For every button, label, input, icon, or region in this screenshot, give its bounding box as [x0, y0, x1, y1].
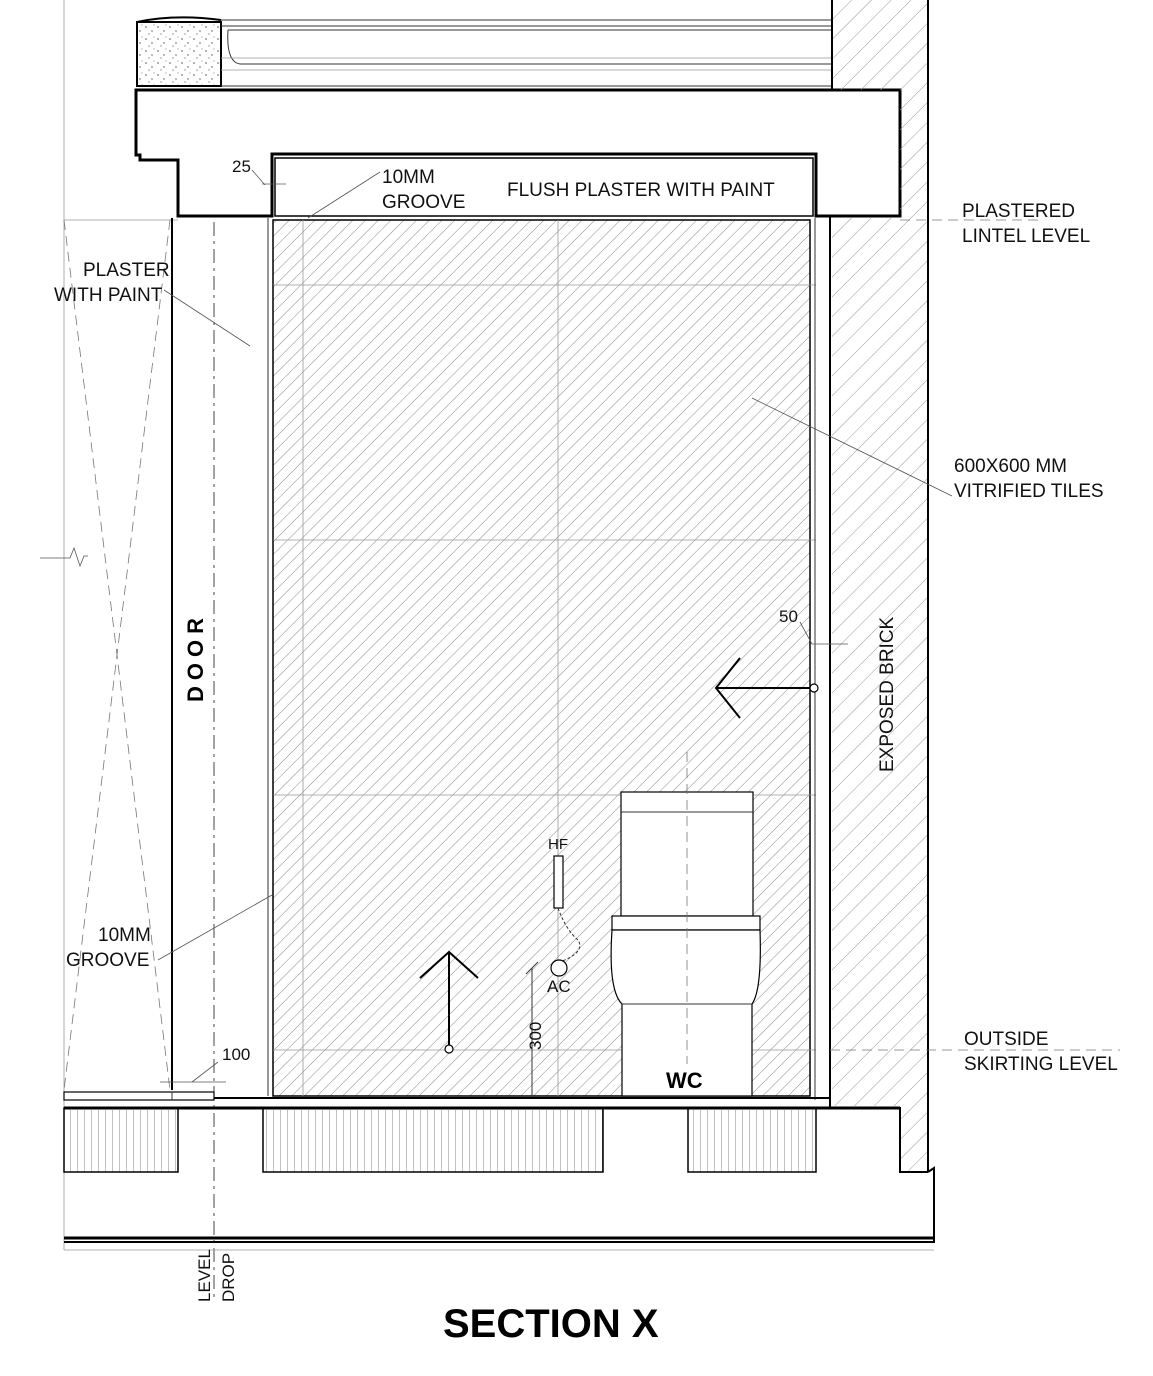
outside-skirting-label-1: OUTSIDE — [964, 1029, 1049, 1050]
groove-top-label-2: GROOVE — [382, 192, 466, 213]
exposed-brick-label: EXPOSED BRICK — [877, 616, 898, 772]
ac-point — [551, 960, 567, 976]
brick-wall-lower — [900, 1106, 928, 1172]
level-drop-label-1: LEVEL — [195, 1249, 214, 1302]
exposed-brick-wall — [830, 0, 928, 1172]
leader-25 — [252, 170, 286, 185]
window-frame — [221, 20, 832, 86]
slab-right-edge — [64, 1168, 934, 1242]
dim-25-label: 25 — [232, 157, 251, 176]
flush-plaster-label: FLUSH PLASTER WITH PAINT — [507, 180, 775, 201]
health-faucet — [554, 856, 563, 908]
tiles-label-1: 600X600 MM — [954, 456, 1068, 477]
groove-top-label-1: 10MM — [382, 167, 435, 188]
dim-100-label: 100 — [222, 1045, 251, 1064]
brick-wall-mid — [900, 90, 928, 218]
ac-label: AC — [547, 977, 571, 996]
floor-joist-2 — [263, 1108, 603, 1172]
groove-bottom-label-2: GROOVE — [66, 950, 150, 971]
door-label: DOOR — [183, 612, 208, 702]
dim-300-label: 300 — [526, 1021, 545, 1050]
leader-groove-bottom — [158, 895, 272, 960]
leader-100 — [160, 1062, 226, 1082]
drawing-title: SECTION X — [443, 1302, 659, 1346]
wc-seat — [612, 916, 760, 930]
dim-50-label: 50 — [779, 607, 798, 626]
floor-joist-1 — [64, 1108, 178, 1172]
plastered-lintel-label-1: PLASTERED — [962, 201, 1075, 222]
groove-bottom-label-1: 10MM — [98, 925, 151, 946]
floor-joist-3 — [688, 1108, 816, 1172]
floor-section — [64, 1092, 934, 1250]
leader-plaster-paint — [164, 290, 250, 346]
wc-fixture — [611, 752, 760, 1096]
plastered-lintel-label-2: LINTEL LEVEL — [962, 226, 1091, 247]
concrete-block — [137, 22, 221, 86]
leader-groove-top — [308, 172, 380, 218]
brick-wall-upper — [832, 0, 928, 90]
up-arrow-origin — [445, 1045, 453, 1053]
tiles-label-2: VITRIFIED TILES — [954, 481, 1104, 502]
left-arrow-origin — [810, 684, 818, 692]
hf-label: HF — [548, 836, 568, 853]
level-drop-label-2: DROP — [219, 1252, 238, 1302]
outside-skirting-label-2: SKIRTING LEVEL — [964, 1054, 1118, 1075]
plaster-paint-label-1: PLASTER — [83, 260, 170, 281]
door-zone — [40, 0, 268, 1300]
door-threshold — [64, 1092, 214, 1100]
plaster-paint-label-2: WITH PAINT — [54, 285, 163, 306]
wc-label: WC — [666, 1068, 703, 1093]
